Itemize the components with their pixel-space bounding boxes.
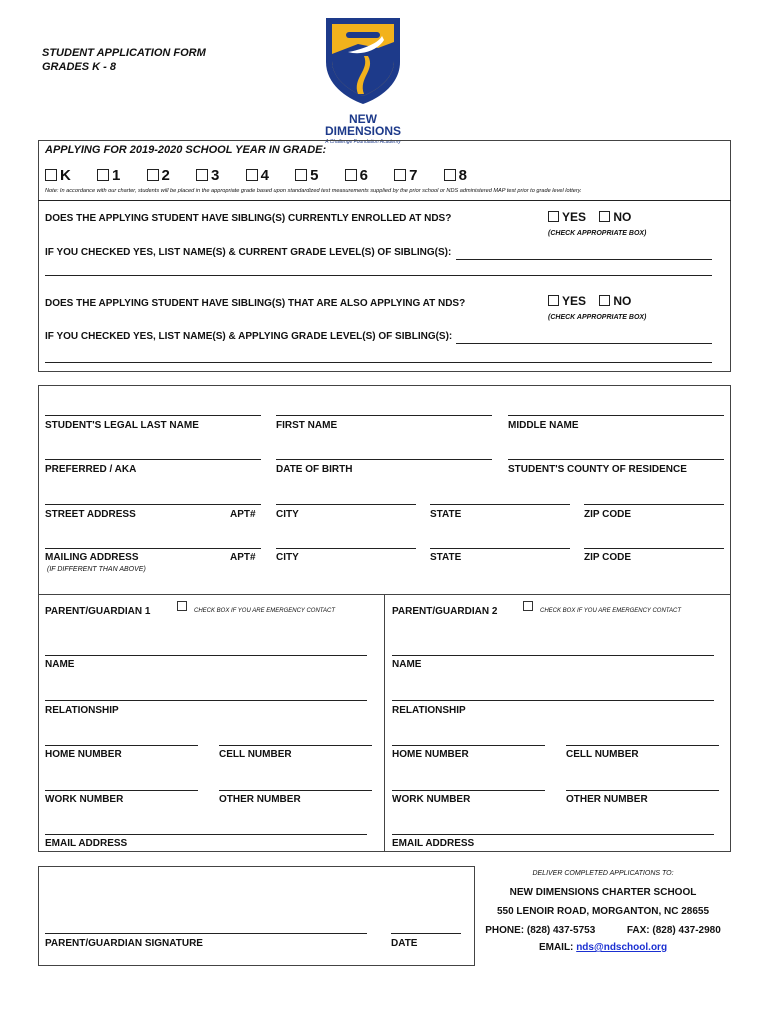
zip-label: ZIP CODE <box>584 509 632 520</box>
g2-name-label: NAME <box>392 659 422 670</box>
sibling-applying-line-1[interactable] <box>456 343 712 344</box>
sibling-enrolled-question: DOES THE APPLYING STUDENT HAVE SIBLING(S) CURRENTLY ENROLLED AT NDS? <box>45 213 452 224</box>
guardian-1-emergency-label: CHECK BOX IF YOU ARE EMERGENCY CONTACT <box>194 608 336 614</box>
checkbox-icon[interactable] <box>345 169 357 181</box>
mailing-label: MAILING ADDRESS <box>45 552 139 563</box>
grade-options <box>45 167 489 184</box>
grade-option-k[interactable]: K <box>45 167 71 184</box>
checkbox-icon[interactable] <box>45 169 57 181</box>
last-name-label: STUDENT'S LEGAL LAST NAME <box>45 420 199 431</box>
mailing-city-line[interactable] <box>276 548 416 549</box>
grades-text: GRADES K - 8 <box>42 61 116 73</box>
sibling-applying-line-2[interactable] <box>45 362 712 363</box>
state-label: STATE <box>430 509 462 520</box>
g2-other-label: OTHER NUMBER <box>566 794 648 805</box>
checkbox-icon[interactable] <box>295 169 307 181</box>
checkbox-icon[interactable] <box>599 211 610 222</box>
grade-option-7[interactable]: 7 <box>394 167 417 184</box>
sibling-enrolled-followup: IF YOU CHECKED YES, LIST NAME(S) & CURRENT GRADE LEVEL(S) OF SIBLING(S): <box>45 247 452 258</box>
checkbox-icon[interactable] <box>246 169 258 181</box>
guardian-1-emergency-checkbox[interactable] <box>177 601 187 611</box>
school-fax: FAX: (828) 437-2980 <box>626 925 721 936</box>
guardian-2-section <box>384 594 731 852</box>
logo-tagline: A Challenge Foundation Academy <box>325 139 401 145</box>
school-phone: PHONE: (828) 437-5753 <box>485 925 596 936</box>
signature-line[interactable] <box>45 933 367 934</box>
g1-home-line[interactable] <box>45 745 198 746</box>
sibling-enrolled-line-2[interactable] <box>45 275 712 276</box>
logo-line2: DIMENSIONS <box>324 124 401 138</box>
g1-cell-label: CELL NUMBER <box>219 749 292 760</box>
mailing-state-label: STATE <box>430 552 462 563</box>
grade-option-4[interactable]: 4 <box>246 167 269 184</box>
g2-cell-label: CELL NUMBER <box>566 749 639 760</box>
email-label: EMAIL: <box>538 942 574 953</box>
delivery-info <box>475 870 731 953</box>
grade-option-1[interactable]: 1 <box>97 167 120 184</box>
g2-email-label: EMAIL ADDRESS <box>392 838 475 849</box>
guardian-1-section <box>38 594 385 852</box>
middle-name-line[interactable] <box>508 415 724 416</box>
mailing-zip-line[interactable] <box>584 548 724 549</box>
logo-line1: NEW <box>349 112 377 126</box>
g2-relationship-label: RELATIONSHIP <box>392 705 466 716</box>
sibling-applying-question: DOES THE APPLYING STUDENT HAVE SIBLING(S) THAT ARE ALSO APPLYING AT NDS? <box>45 298 466 309</box>
grade-option-6[interactable]: 6 <box>345 167 368 184</box>
school-address: 550 LENOIR ROAD, MORGANTON, NC 28655 <box>496 906 710 917</box>
signature-section <box>38 866 475 966</box>
checkbox-icon[interactable] <box>548 211 559 222</box>
g1-home-label: HOME NUMBER <box>45 749 122 760</box>
student-info-section <box>38 385 731 595</box>
sibling-enrolled-line-1[interactable] <box>456 259 712 260</box>
mailing-apt-label: APT# <box>230 552 256 563</box>
g1-email-label: EMAIL ADDRESS <box>45 838 128 849</box>
g2-cell-line[interactable] <box>566 745 719 746</box>
checkbox-icon[interactable] <box>444 169 456 181</box>
g2-work-label: WORK NUMBER <box>392 794 471 805</box>
checkbox-icon[interactable] <box>394 169 406 181</box>
sibling-applying-yes-no <box>548 294 641 308</box>
grade-option-3[interactable]: 3 <box>196 167 219 184</box>
preferred-label: PREFERRED / AKA <box>45 464 137 475</box>
check-note-1: (CHECK APPROPRIATE BOX) <box>548 230 647 237</box>
g1-relationship-line[interactable] <box>45 700 367 701</box>
grade-option-8[interactable]: 8 <box>444 167 467 184</box>
g1-name-label: NAME <box>45 659 75 670</box>
grade-section-title: APPLYING FOR 2019-2020 SCHOOL YEAR IN GRADE: <box>45 144 327 156</box>
county-label: STUDENT'S COUNTY OF RESIDENCE <box>508 464 687 475</box>
preferred-line[interactable] <box>45 459 261 460</box>
sibling-enrolled-yes[interactable]: YES <box>548 210 586 224</box>
mailing-zip-label: ZIP CODE <box>584 552 632 563</box>
phone-fax-row <box>475 925 731 936</box>
middle-name-label: MIDDLE NAME <box>508 420 579 431</box>
school-logo <box>318 14 408 145</box>
date-label: DATE <box>391 938 418 949</box>
checkbox-icon[interactable] <box>147 169 159 181</box>
email-row <box>475 942 731 953</box>
city-line[interactable] <box>276 504 416 505</box>
sibling-enrolled-yes-no <box>548 210 641 224</box>
divider <box>38 200 731 201</box>
form-title-text: STUDENT APPLICATION FORM <box>42 47 206 59</box>
county-line[interactable] <box>508 459 724 460</box>
sibling-applying-no[interactable]: NO <box>599 294 631 308</box>
checkbox-icon[interactable] <box>97 169 109 181</box>
guardian-2-emergency-label: CHECK BOX IF YOU ARE EMERGENCY CONTACT <box>540 608 682 614</box>
g1-work-line[interactable] <box>45 790 198 791</box>
g2-home-line[interactable] <box>392 745 545 746</box>
g2-other-line[interactable] <box>566 790 719 791</box>
checkbox-icon[interactable] <box>599 295 610 306</box>
form-title <box>42 46 206 74</box>
check-note-2: (CHECK APPROPRIATE BOX) <box>548 314 647 321</box>
street-label: STREET ADDRESS <box>45 509 136 520</box>
g1-work-label: WORK NUMBER <box>45 794 124 805</box>
mailing-city-label: CITY <box>276 552 299 563</box>
date-line[interactable] <box>391 933 461 934</box>
sibling-enrolled-no[interactable]: NO <box>599 210 631 224</box>
sibling-applying-followup: IF YOU CHECKED YES, LIST NAME(S) & APPLYING GRADE LEVEL(S) OF SIBLING(S): <box>45 331 453 342</box>
grade-option-2[interactable]: 2 <box>147 167 170 184</box>
zip-line[interactable] <box>584 504 724 505</box>
last-name-line[interactable] <box>45 415 261 416</box>
street-line[interactable] <box>45 504 261 505</box>
guardian-1-title: PARENT/GUARDIAN 1 <box>45 606 151 617</box>
city-label: CITY <box>276 509 299 520</box>
g2-email-line[interactable] <box>392 834 714 835</box>
logo-wordmark <box>318 113 408 137</box>
mailing-line[interactable] <box>45 548 261 549</box>
grade-note: Note: In accordance with our charter, students will be placed in the appropriate grade based upon standardized test measurements supplied by the prior school or NDS administered MAP test prior to grade level lottery. <box>45 188 582 194</box>
dob-label: DATE OF BIRTH <box>276 464 353 475</box>
school-email-link[interactable]: nds@ndschool.org <box>576 942 668 953</box>
guardian-2-emergency-checkbox[interactable] <box>523 601 533 611</box>
mailing-state-line[interactable] <box>430 548 570 549</box>
apt-label: APT# <box>230 509 256 520</box>
dob-line[interactable] <box>276 459 492 460</box>
school-name: NEW DIMENSIONS CHARTER SCHOOL <box>509 887 697 898</box>
guardian-2-title: PARENT/GUARDIAN 2 <box>392 606 498 617</box>
sibling-applying-yes[interactable]: YES <box>548 294 586 308</box>
checkbox-icon[interactable] <box>196 169 208 181</box>
g1-relationship-label: RELATIONSHIP <box>45 705 119 716</box>
g1-other-label: OTHER NUMBER <box>219 794 301 805</box>
g1-cell-line[interactable] <box>219 745 372 746</box>
state-line[interactable] <box>430 504 570 505</box>
g1-name-line[interactable] <box>45 655 367 656</box>
first-name-label: FIRST NAME <box>276 420 338 431</box>
g1-other-line[interactable] <box>219 790 372 791</box>
shield-logo-icon <box>318 14 408 106</box>
g2-home-label: HOME NUMBER <box>392 749 469 760</box>
first-name-line[interactable] <box>276 415 492 416</box>
signature-label: PARENT/GUARDIAN SIGNATURE <box>45 938 203 949</box>
g2-name-line[interactable] <box>392 655 714 656</box>
delivery-note: DELIVER COMPLETED APPLICATIONS TO: <box>532 870 674 877</box>
g2-relationship-line[interactable] <box>392 700 714 701</box>
grade-option-5[interactable]: 5 <box>295 167 318 184</box>
mailing-note: (IF DIFFERENT THAN ABOVE) <box>47 566 146 573</box>
checkbox-icon[interactable] <box>548 295 559 306</box>
g1-email-line[interactable] <box>45 834 367 835</box>
g2-work-line[interactable] <box>392 790 545 791</box>
